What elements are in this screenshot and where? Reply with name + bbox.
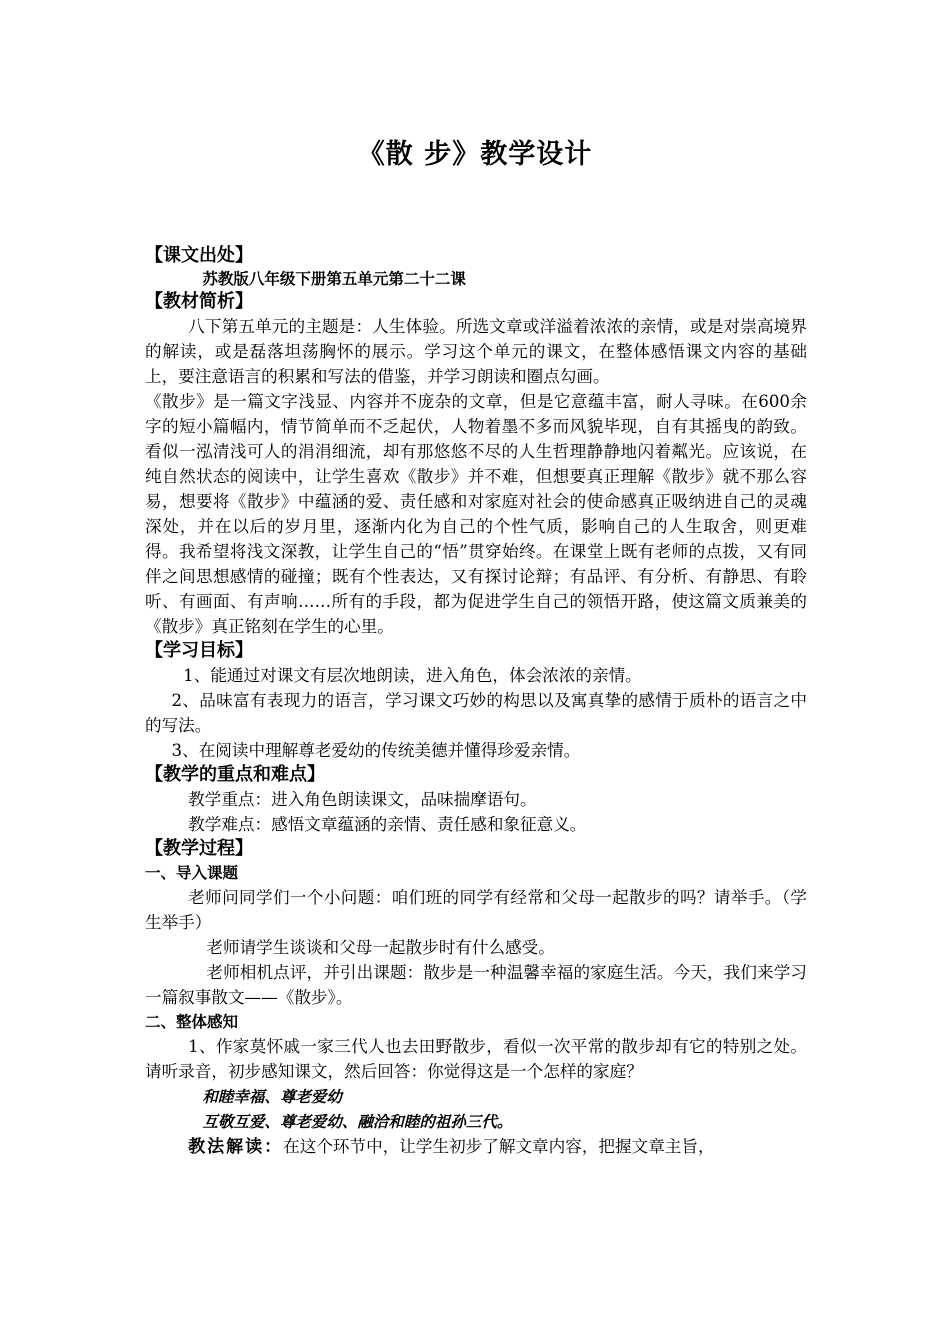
goal-2: 2、品味富有表现力的语言，学习课文巧妙的构思以及寓真挚的感情于质朴的语言之中的写法。: [145, 691, 807, 735]
goal-3: 3、在阅读中理解尊老爱幼的传统美德并懂得珍爱亲情。: [171, 741, 581, 760]
document-body: [145, 244, 807, 1160]
step-1-paragraph-2: 老师请学生谈谈和父母一起散步时有什么感受。: [206, 938, 555, 957]
step-2-method: [145, 1134, 807, 1160]
method-label: 教法解读：: [188, 1137, 284, 1157]
section-heading-process: 【教学过程】: [145, 838, 253, 859]
step-2-answer-2: 互敬互爱、尊老爱幼、融洽和睦的祖孙三代。: [202, 1112, 513, 1131]
method-text: 在这个环节中，让学生初步了解文章内容，把握文章主旨，: [283, 1137, 715, 1156]
step-1-paragraph-3: 老师相机点评，并引出课题：散步是一种温馨幸福的家庭生活。今天，我们来学习一篇叙事散文——《散步》。: [145, 963, 807, 1007]
section-heading-source: 【课文出处】: [145, 245, 253, 266]
section-heading-goals: 【学习目标】: [145, 640, 253, 661]
step-2-title: 二、整体感知: [145, 1013, 239, 1031]
section-heading-keypoints: 【教学的重点和难点】: [145, 764, 325, 785]
step-1-title: 一、导入课题: [145, 864, 239, 882]
goal-1: 1、能通过对课文有层次地朗读，进入角色，体会浓浓的亲情。: [183, 666, 642, 685]
keypoint-focus: 教学重点：进入角色朗读课文，品味揣摩语句。: [188, 790, 537, 809]
step-1-paragraph-1: 老师问同学们一个小问题：咱们班的同学有经常和父母一起散步的吗？请举手。（学生举手）: [145, 888, 807, 932]
analysis-paragraph-1: 八下第五单元的主题是：人生体验。所选文章或洋溢着浓浓的亲情，或是对崇高境界的解读，或是磊落坦荡胸怀的展示。学习这个单元的课文，在整体感悟课文内容的基础上，要注意语言的积累和写法的借鉴，并学习朗读和圈点勾画。: [145, 317, 807, 386]
step-2-answer-1: 和睦幸福、尊老爱幼: [202, 1087, 342, 1106]
step-2-paragraph-1: 1、作家莫怀戚一家三代人也去田野散步，看似一次平常的散步却有它的特别之处。请听录音，初步感知课文，然后回答：你觉得这是一个怎样的家庭？: [145, 1037, 807, 1081]
section-heading-analysis: 【教材简析】: [145, 291, 253, 312]
source-text: 苏教版八年级下册第五单元第二十二课: [202, 270, 466, 288]
document-title: 《散 步》教学设计: [357, 139, 593, 170]
analysis-paragraph-2: 《散步》是一篇文字浅显、内容并不庞杂的文章，但是它意蕴丰富，耐人寻味。在600余字的短小篇幅内，情节简单而不乏起伏，人物着墨不多而风貌毕现，自有其摇曳的韵致。看似一泓清浅可人的涓涓细流，却有那悠悠不尽的人生哲理静静地闪着粼光。应该说，在纯自然状态的阅读中，让学生喜欢《散步》并不难，但想要真正理解《散步》就不那么容易，想要将《散步》中蕴涵的爱、责任感和对家庭对社会的使命感真正吸纳进自己的灵魂深处，并在以后的岁月里，逐渐内化为自己的个性气质，影响自己的人生取舍，则更难得。我希望将浅文深教，让学生自己的“悟”贯穿始终。在课堂上既有老师的点拨，又有同伴之间思想感情的碰撞；既有个性表达，又有探讨论辩；有品评、有分析、有静思、有聆听、有画面、有声响……所有的手段，都为促进学生自己的领悟开路，使这篇文质兼美的《散步》真正铭刻在学生的心里。: [145, 392, 807, 636]
keypoint-difficulty: 教学难点：感悟文章蕴涵的亲情、责任感和象征意义。: [188, 815, 587, 834]
